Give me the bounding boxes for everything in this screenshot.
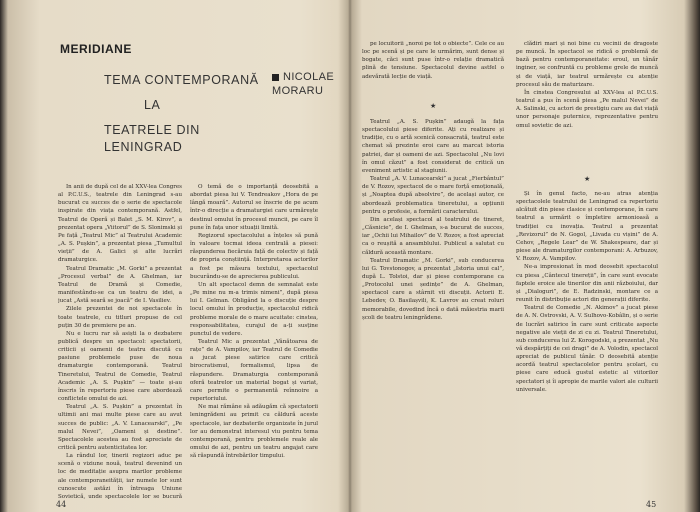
left-column-1 bbox=[58, 183, 182, 499]
paragraph: O temă de o importanță deosebită a abordat piesa lui V. Tendreakov „Hora de pe lângă moară”. Autorul se înscrie de pe acum într-o direcție a dramaturgiei care urmărește destinul omului în procesul muncii, pe care îl pune în fața unor situații limită. bbox=[190, 184, 318, 231]
paragraph: Teatrul Dramatic „M. Gorki”, sub conducerea lui G. Tovstonogov, a prezentat „Istoria unui cal”, după L. Tolstoi, dar și piese contemporane ca „Protocolul unei ședințe” de A. Ghelman, spectacol care a stârnit vii discuții. Actorii E. Lebedev, O. Basilașvili, K. Lavrov au creat roluri memorabile, dovedind încă o dată măiestria marii școli de teatru leningrădene. bbox=[362, 257, 504, 321]
right-page bbox=[356, 0, 686, 512]
paragraph: clădiri mari și noi bine cu vecinii de dragoste pe muncă. În spectacol se ridică o problemă de bază pentru contemporaneitate: eroul, un tânăr inginer, se confruntă cu probleme grele de muncă și de viață, iar teatrul urmărește cu atenție procesul său de maturizare. bbox=[516, 41, 658, 88]
paragraph: pe locuitorii „noroi pe tot o obiecte”. Cele ce au loc pe scenă și pe care le urmărim, sunt dense și bogate, căci sunt puse într-o relație dramatică plină de tensiune. Spectacolul devine astfel o adevărată lecție de viață. bbox=[362, 41, 504, 80]
paragraph: Teatrul Dramatic „M. Gorki” a prezentat „Procesul verbal” de A. Ghelman, iar Teatrul de Dramă și Comedie, manifestându-se ca un teatru de idei, a jucat „Astă seară se joacă” de I. Vasiliev. bbox=[58, 265, 182, 305]
right-column-1-top bbox=[362, 40, 504, 98]
paragraph: Ne mai rămâne să adăugăm că spectatorii leningrădeni au primit cu căldură aceste spectacole, iar dezbaterile organizate în jurul lor au demonstrat interesul viu pentru tema contemporană, pentru problemele reale ale omului de azi, pentru un teatru angajat care să răspundă întrebărilor timpului. bbox=[190, 404, 318, 460]
right-column-2-top bbox=[516, 40, 658, 168]
paragraph: Ne-a impresionat în mod deosebit spectacolul cu piesa „Cântecul tinereții”, în care sunt evocate faptele eroice ale tinerilor din anii războiului, dar și „Dialoguri”, de E. Radzinski, montare ce a reunit în distribuție actori din generații diferite. bbox=[516, 264, 658, 304]
left-page bbox=[34, 0, 342, 512]
paragraph: Zilele prezentei de noi spectacole în toate teatrele, cu titluri propuse de cel puțin 30 de premiere pe an. bbox=[58, 306, 182, 329]
paragraph: Din același spectacol al teatrului de tineret, „Căsnicie”, de I. Ghelman, s-a bucurat de succes, iar „Ochii lui Mihailov” de V. Rozov, a fost apreciat ca o reușită a ansamblului. Publicul a salutat cu căldură această montare. bbox=[362, 216, 504, 256]
paragraph: În cinstea Congresului al XXV-lea al P.C.U.S. teatrul a pus în scenă piesa „Pe malul Nevei” de A. Salinski, cu actori de prestigiu care au dat viață unor personaje puternice, reprezentative pentru omul sovietic de azi. bbox=[516, 89, 658, 129]
paragraph: In anii de după cel de al XXV-lea Congres al P.C.U.S., teatrele din Leningrad s-au bucurat cu succes de o serie de spectacole inspirate din viața contemporană. Astfel, Teatrul de Operă și Balet „S. M. Kirov”, a prezentat opera „Viitorul” de S. Slonimski și Pe față „Teatrul Mic” al Teatrului Academic „A. S. Pușkin”, a prezentat piesa „Tumultul vieții” de A. Galici și alte lucrări dramaturgice. bbox=[58, 184, 182, 264]
paragraph: Și în genul facto, ne-au atras atenția spectacolele teatrului de Leningrad ca repertoriu alcătuit din piese clasice și contemporane, în care teatrul a urmărit o împletire armonioasă a tradiției cu inovația. Teatrul a prezentat „Revizorul” de N. Gogol, „Livada cu vișini” de A. Cehov, „Regele Lear” de W. Shakespeare, dar și piese ale dramaturgilor contemporani: A. Arbuzov, V. Rozov, A. Vampilov. bbox=[516, 191, 658, 263]
right-column-2-body bbox=[516, 190, 658, 500]
paragraph: Teatrul „A. S. Pușkin” a prezentat în ultimii ani mai multe piese care au avut succes de public: „A. V. Lunacearski”, „Pe malul Nevei”, „Oameni și destine”. Spectacolele acestea au fost apreciate de critică pentru autenticitatea lor. bbox=[58, 404, 182, 451]
paragraph: Un alt spectacol demn de semnalat este „Pe mine nu m-a trimis nimeni”, după piesa lui I. Gelman. Obligând la o discuție despre locul omului în producție, spectacolul ridică probleme morale de o mare acuitate: cinstea, responsabilitatea, curajul de a-ți susține punctul de vedere. bbox=[190, 281, 318, 337]
bullet-square-icon bbox=[272, 74, 279, 81]
paragraph: Teatrul Mic a prezentat „Vânătoarea de rațe” de A. Vampilov, iar Teatrul de Comedie a jucat piese satirice care critică birocratismul, formalismul, lipsa de răspundere. Dramaturgia contemporană oferă teatrelor un material bogat și variat, care permite o permanentă reînnoire a repertoriului. bbox=[190, 338, 318, 403]
separator-star-icon: ★ bbox=[584, 175, 591, 183]
author-last-name: MORARU bbox=[272, 85, 324, 97]
paragraph: Nu e lucru rar să asiști la o dezbatere publică despre un spectacol: spectatorii, criticii și oamenii de teatru discută cu pasiune problemele puse de noua dramaturgie contemporană. Teatrul Tineretului, Teatrul de Comedie, Teatrul Academic „A. S. Pușkin” — toate și-au înscris în repertoriu piese care abordează conflictele omului de azi. bbox=[58, 330, 182, 403]
paragraph: Regizorul spectacolului a înțeles să pună în valoare tocmai ideea centrală a piesei: răspunderea fiecăruia față de colectiv și față de propria conștiință. Interpretarea actorilor a fost pe măsura textului, spectacolul bucurându-se de aprecierea publicului. bbox=[190, 232, 318, 280]
paragraph: La rândul lor, tinerii regizori aduc pe scenă o viziune nouă, teatrul devenind un loc de meditație asupra marilor probleme ale contemporaneității, iar numele lor sunt cunoscute astăzi în întreaga Uniune Sovietică, unde spectacolele lor se bucură bbox=[58, 453, 182, 499]
author-first-name: NICOLAE bbox=[283, 71, 335, 83]
title-line-1: TEMA CONTEMPORANĂ bbox=[104, 73, 259, 87]
separator-star-icon: ★ bbox=[430, 102, 437, 110]
paragraph: Teatrul „A. V. Lunacearski” a jucat „Fierbântul” de V. Rozov, spectacol de o mare forță emoțională, și „Noaptea după absolvire”, de același autor, ce abordează problematica tineretului, a opțiunii pentru o profesie, a formării caracterului. bbox=[362, 176, 504, 215]
title-line-2: LA bbox=[144, 98, 161, 112]
section-label: MERIDIANE bbox=[60, 42, 132, 56]
right-column-1-body bbox=[362, 118, 504, 500]
title-line-3: TEATRELE DIN LENINGRAD bbox=[104, 123, 200, 154]
paragraph: Teatrul de Comedie „N. Akimov” a jucat piese de A. N. Ostrovski, A. V. Sulhovo-Kobâlin, și o serie de lucrări satirice în care sunt criticate aspecte negative ale vieții de zi cu zi. Teatrul Tineretului, sub conducerea lui Z. Korogodski, a prezentat „Nu vă despărțiți de cei dragi” de A. Volodin, spectacol apreciat de publicul tânăr. O deosebită atenție acordă teatrul spectacolelor pentru școlari, cu piese care educă gustul estetic al viitorilor spectatori și îi apropie de marile valori ale culturii universale. bbox=[516, 305, 658, 393]
left-column-2 bbox=[190, 183, 318, 499]
page-number-right: 45 bbox=[646, 500, 657, 509]
article-title bbox=[104, 72, 264, 164]
page-number-left: 44 bbox=[56, 500, 67, 509]
paragraph: Teatrul „A. S. Pușkin” adaugă la fața spectacolului piese diferite. Ați cu realizare și tradiție, cu o artă scenică consacrată, teatrul este chemat să prezinte eroi care au marcat istoria patriei, dar și oameni de azi. Spectacolul „Nu lovi în omul căzut” a fost considerat de critică un eveniment artistic al stagiunii. bbox=[362, 119, 504, 174]
author-byline bbox=[272, 70, 344, 98]
